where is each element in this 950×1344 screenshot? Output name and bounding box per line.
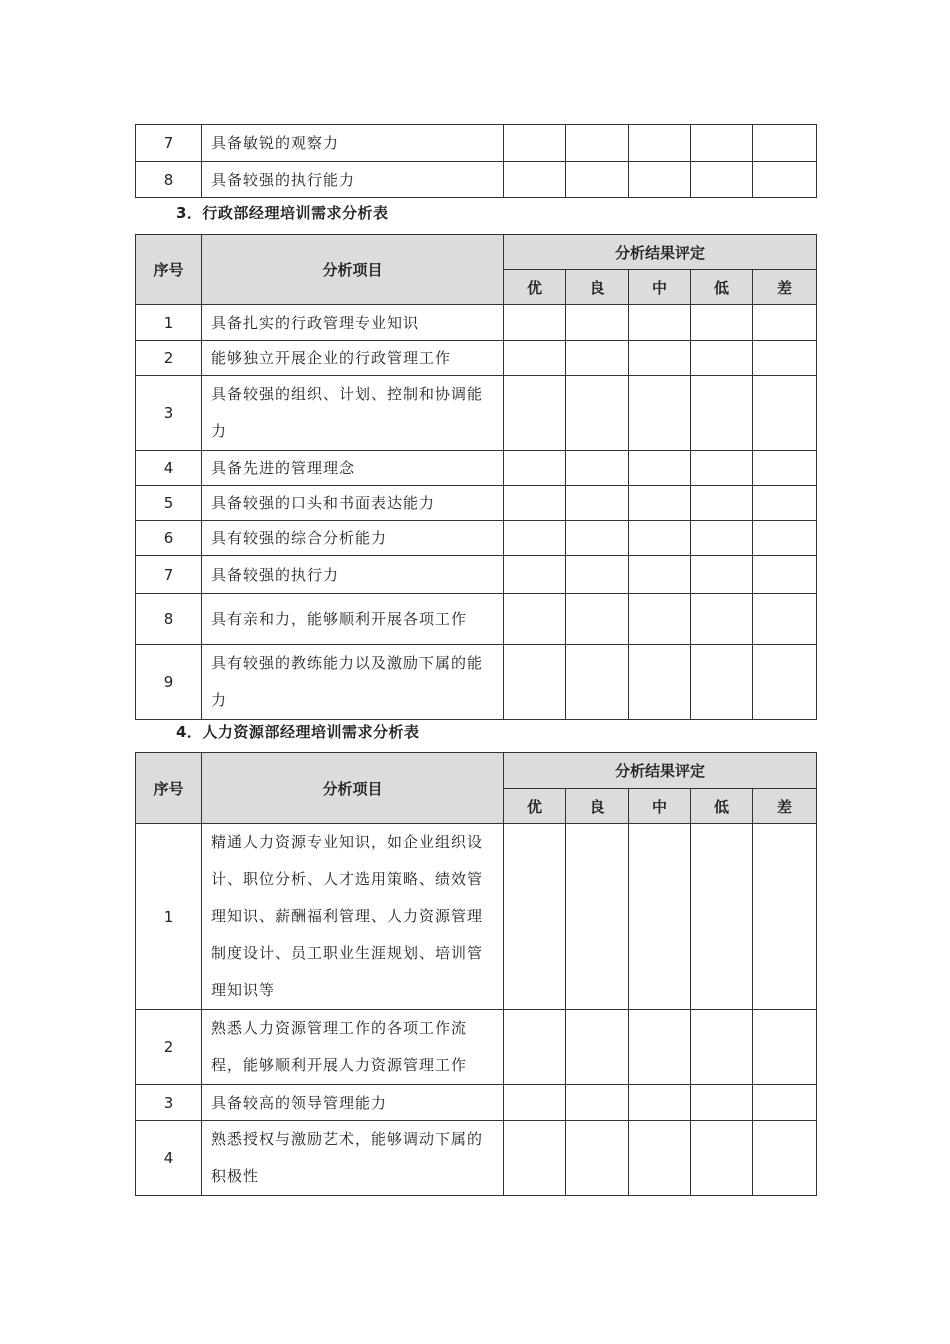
grade-cell[interactable] <box>629 824 691 1010</box>
grade-cell[interactable] <box>753 824 817 1010</box>
grade-cell[interactable] <box>566 1010 629 1085</box>
grade-cell[interactable] <box>691 305 753 341</box>
grade-label: 低 <box>691 270 753 305</box>
table-row <box>136 824 817 1010</box>
row-number: 8 <box>136 162 202 198</box>
table-row <box>136 162 817 198</box>
row-item: 具有较强的综合分析能力 <box>202 521 504 556</box>
row-item: 具备较强的执行能力 <box>202 162 504 198</box>
row-item: 具备先进的管理理念 <box>202 451 504 486</box>
grade-label: 差 <box>753 789 817 824</box>
grade-cell[interactable] <box>753 451 817 486</box>
grade-label: 良 <box>566 789 629 824</box>
grade-cell[interactable] <box>753 645 817 720</box>
grade-cell[interactable] <box>566 376 629 451</box>
grade-cell[interactable] <box>691 521 753 556</box>
grade-cell[interactable] <box>504 125 566 162</box>
table-row <box>136 341 817 376</box>
grade-cell[interactable] <box>691 341 753 376</box>
section4-table <box>135 752 817 1196</box>
grade-cell[interactable] <box>504 341 566 376</box>
grade-cell[interactable] <box>566 486 629 521</box>
grade-cell[interactable] <box>691 162 753 198</box>
row-item: 具备扎实的行政管理专业知识 <box>202 305 504 341</box>
table-row <box>136 594 817 645</box>
row-item: 具备较强的执行力 <box>202 556 504 594</box>
row-item: 具备较强的组织、计划、控制和协调能力 <box>202 376 504 451</box>
table-row <box>136 645 817 720</box>
section3-table <box>135 234 817 720</box>
row-number: 5 <box>136 486 202 521</box>
row-item: 具有较强的教练能力以及激励下属的能力 <box>202 645 504 720</box>
grade-cell[interactable] <box>753 125 817 162</box>
grade-cell[interactable] <box>566 341 629 376</box>
grade-cell[interactable] <box>629 451 691 486</box>
table-row <box>136 486 817 521</box>
table-row <box>136 1085 817 1121</box>
grade-cell[interactable] <box>566 305 629 341</box>
grade-cell[interactable] <box>629 645 691 720</box>
continuation-table <box>135 124 817 198</box>
grade-cell[interactable] <box>504 521 566 556</box>
row-number: 2 <box>136 1010 202 1085</box>
row-item: 熟悉授权与激励艺术，能够调动下属的积极性 <box>202 1121 504 1196</box>
grade-label: 中 <box>629 270 691 305</box>
grade-cell[interactable] <box>691 594 753 645</box>
grade-cell[interactable] <box>753 1010 817 1085</box>
grade-cell[interactable] <box>566 556 629 594</box>
grade-label: 低 <box>691 789 753 824</box>
row-item: 能够独立开展企业的行政管理工作 <box>202 341 504 376</box>
grade-cell[interactable] <box>691 556 753 594</box>
row-number: 8 <box>136 594 202 645</box>
grade-cell[interactable] <box>504 1121 566 1196</box>
grade-cell[interactable] <box>504 824 566 1010</box>
grade-cell[interactable] <box>566 125 629 162</box>
row-item: 具备较强的口头和书面表达能力 <box>202 486 504 521</box>
grade-cell[interactable] <box>566 645 629 720</box>
grade-cell[interactable] <box>629 341 691 376</box>
grade-cell[interactable] <box>629 1121 691 1196</box>
grade-cell[interactable] <box>629 305 691 341</box>
grade-cell[interactable] <box>753 486 817 521</box>
row-number: 6 <box>136 521 202 556</box>
grade-cell[interactable] <box>504 645 566 720</box>
grade-cell[interactable] <box>504 162 566 198</box>
grade-cell[interactable] <box>753 556 817 594</box>
header-no: 序号 <box>136 235 202 305</box>
table-row <box>136 521 817 556</box>
grade-cell[interactable] <box>691 1121 753 1196</box>
row-item: 具备较高的领导管理能力 <box>202 1085 504 1121</box>
grade-label: 良 <box>566 270 629 305</box>
table-row <box>136 1121 817 1196</box>
row-number: 1 <box>136 824 202 1010</box>
grade-cell[interactable] <box>691 451 753 486</box>
grade-cell[interactable] <box>504 594 566 645</box>
grade-cell[interactable] <box>629 1085 691 1121</box>
table-row <box>136 451 817 486</box>
row-number: 2 <box>136 341 202 376</box>
grade-cell[interactable] <box>691 1085 753 1121</box>
table-row <box>136 376 817 451</box>
grade-cell[interactable] <box>566 1085 629 1121</box>
grade-cell[interactable] <box>566 824 629 1010</box>
grade-cell[interactable] <box>629 125 691 162</box>
grade-label: 优 <box>504 270 566 305</box>
row-number: 9 <box>136 645 202 720</box>
grade-cell[interactable] <box>629 1010 691 1085</box>
header-result: 分析结果评定 <box>504 753 817 789</box>
table-row <box>136 556 817 594</box>
grade-label: 中 <box>629 789 691 824</box>
row-item: 具备敏锐的观察力 <box>202 125 504 162</box>
grade-cell[interactable] <box>691 1010 753 1085</box>
grade-cell[interactable] <box>504 1010 566 1085</box>
section3-heading: 3．行政部经理培训需求分析表 <box>176 204 389 222</box>
table-row <box>136 1010 817 1085</box>
row-item: 熟悉人力资源管理工作的各项工作流程，能够顺利开展人力资源管理工作 <box>202 1010 504 1085</box>
grade-cell[interactable] <box>629 556 691 594</box>
row-item: 精通人力资源专业知识，如企业组织设计、职位分析、人才选用策略、绩效管理知识、薪酬福利管理、人力资源管理制度设计、员工职业生涯规划、培训管理知识等 <box>202 824 504 1010</box>
row-number: 7 <box>136 125 202 162</box>
row-number: 4 <box>136 1121 202 1196</box>
grade-cell[interactable] <box>691 486 753 521</box>
grade-label: 优 <box>504 789 566 824</box>
header-no: 序号 <box>136 753 202 824</box>
grade-cell[interactable] <box>629 376 691 451</box>
row-number: 3 <box>136 1085 202 1121</box>
row-number: 3 <box>136 376 202 451</box>
row-item: 具有亲和力，能够顺利开展各项工作 <box>202 594 504 645</box>
grade-cell[interactable] <box>753 376 817 451</box>
grade-cell[interactable] <box>753 521 817 556</box>
header-result: 分析结果评定 <box>504 235 817 270</box>
grade-cell[interactable] <box>566 1121 629 1196</box>
grade-cell[interactable] <box>691 125 753 162</box>
grade-cell[interactable] <box>566 451 629 486</box>
grade-cell[interactable] <box>629 486 691 521</box>
grade-cell[interactable] <box>691 376 753 451</box>
grade-cell[interactable] <box>504 305 566 341</box>
grade-cell[interactable] <box>566 594 629 645</box>
grade-cell[interactable] <box>753 162 817 198</box>
section4-heading: 4．人力资源部经理培训需求分析表 <box>176 723 420 741</box>
grade-cell[interactable] <box>566 521 629 556</box>
grade-cell[interactable] <box>691 824 753 1010</box>
grade-cell[interactable] <box>753 1121 817 1196</box>
header-row <box>136 753 817 789</box>
table-row <box>136 125 817 162</box>
grade-cell[interactable] <box>504 1085 566 1121</box>
grade-cell[interactable] <box>629 162 691 198</box>
row-number: 1 <box>136 305 202 341</box>
grade-cell[interactable] <box>691 645 753 720</box>
grade-cell[interactable] <box>753 305 817 341</box>
header-item: 分析项目 <box>202 235 504 305</box>
row-number: 7 <box>136 556 202 594</box>
grade-cell[interactable] <box>504 486 566 521</box>
grade-cell[interactable] <box>504 451 566 486</box>
header-item: 分析项目 <box>202 753 504 824</box>
table-row <box>136 305 817 341</box>
grade-cell[interactable] <box>753 594 817 645</box>
grade-cell[interactable] <box>504 556 566 594</box>
grade-cell[interactable] <box>629 594 691 645</box>
grade-cell[interactable] <box>629 521 691 556</box>
grade-cell[interactable] <box>504 376 566 451</box>
row-number: 4 <box>136 451 202 486</box>
grade-cell[interactable] <box>566 162 629 198</box>
grade-cell[interactable] <box>753 341 817 376</box>
header-row <box>136 235 817 270</box>
grade-cell[interactable] <box>753 1085 817 1121</box>
grade-label: 差 <box>753 270 817 305</box>
